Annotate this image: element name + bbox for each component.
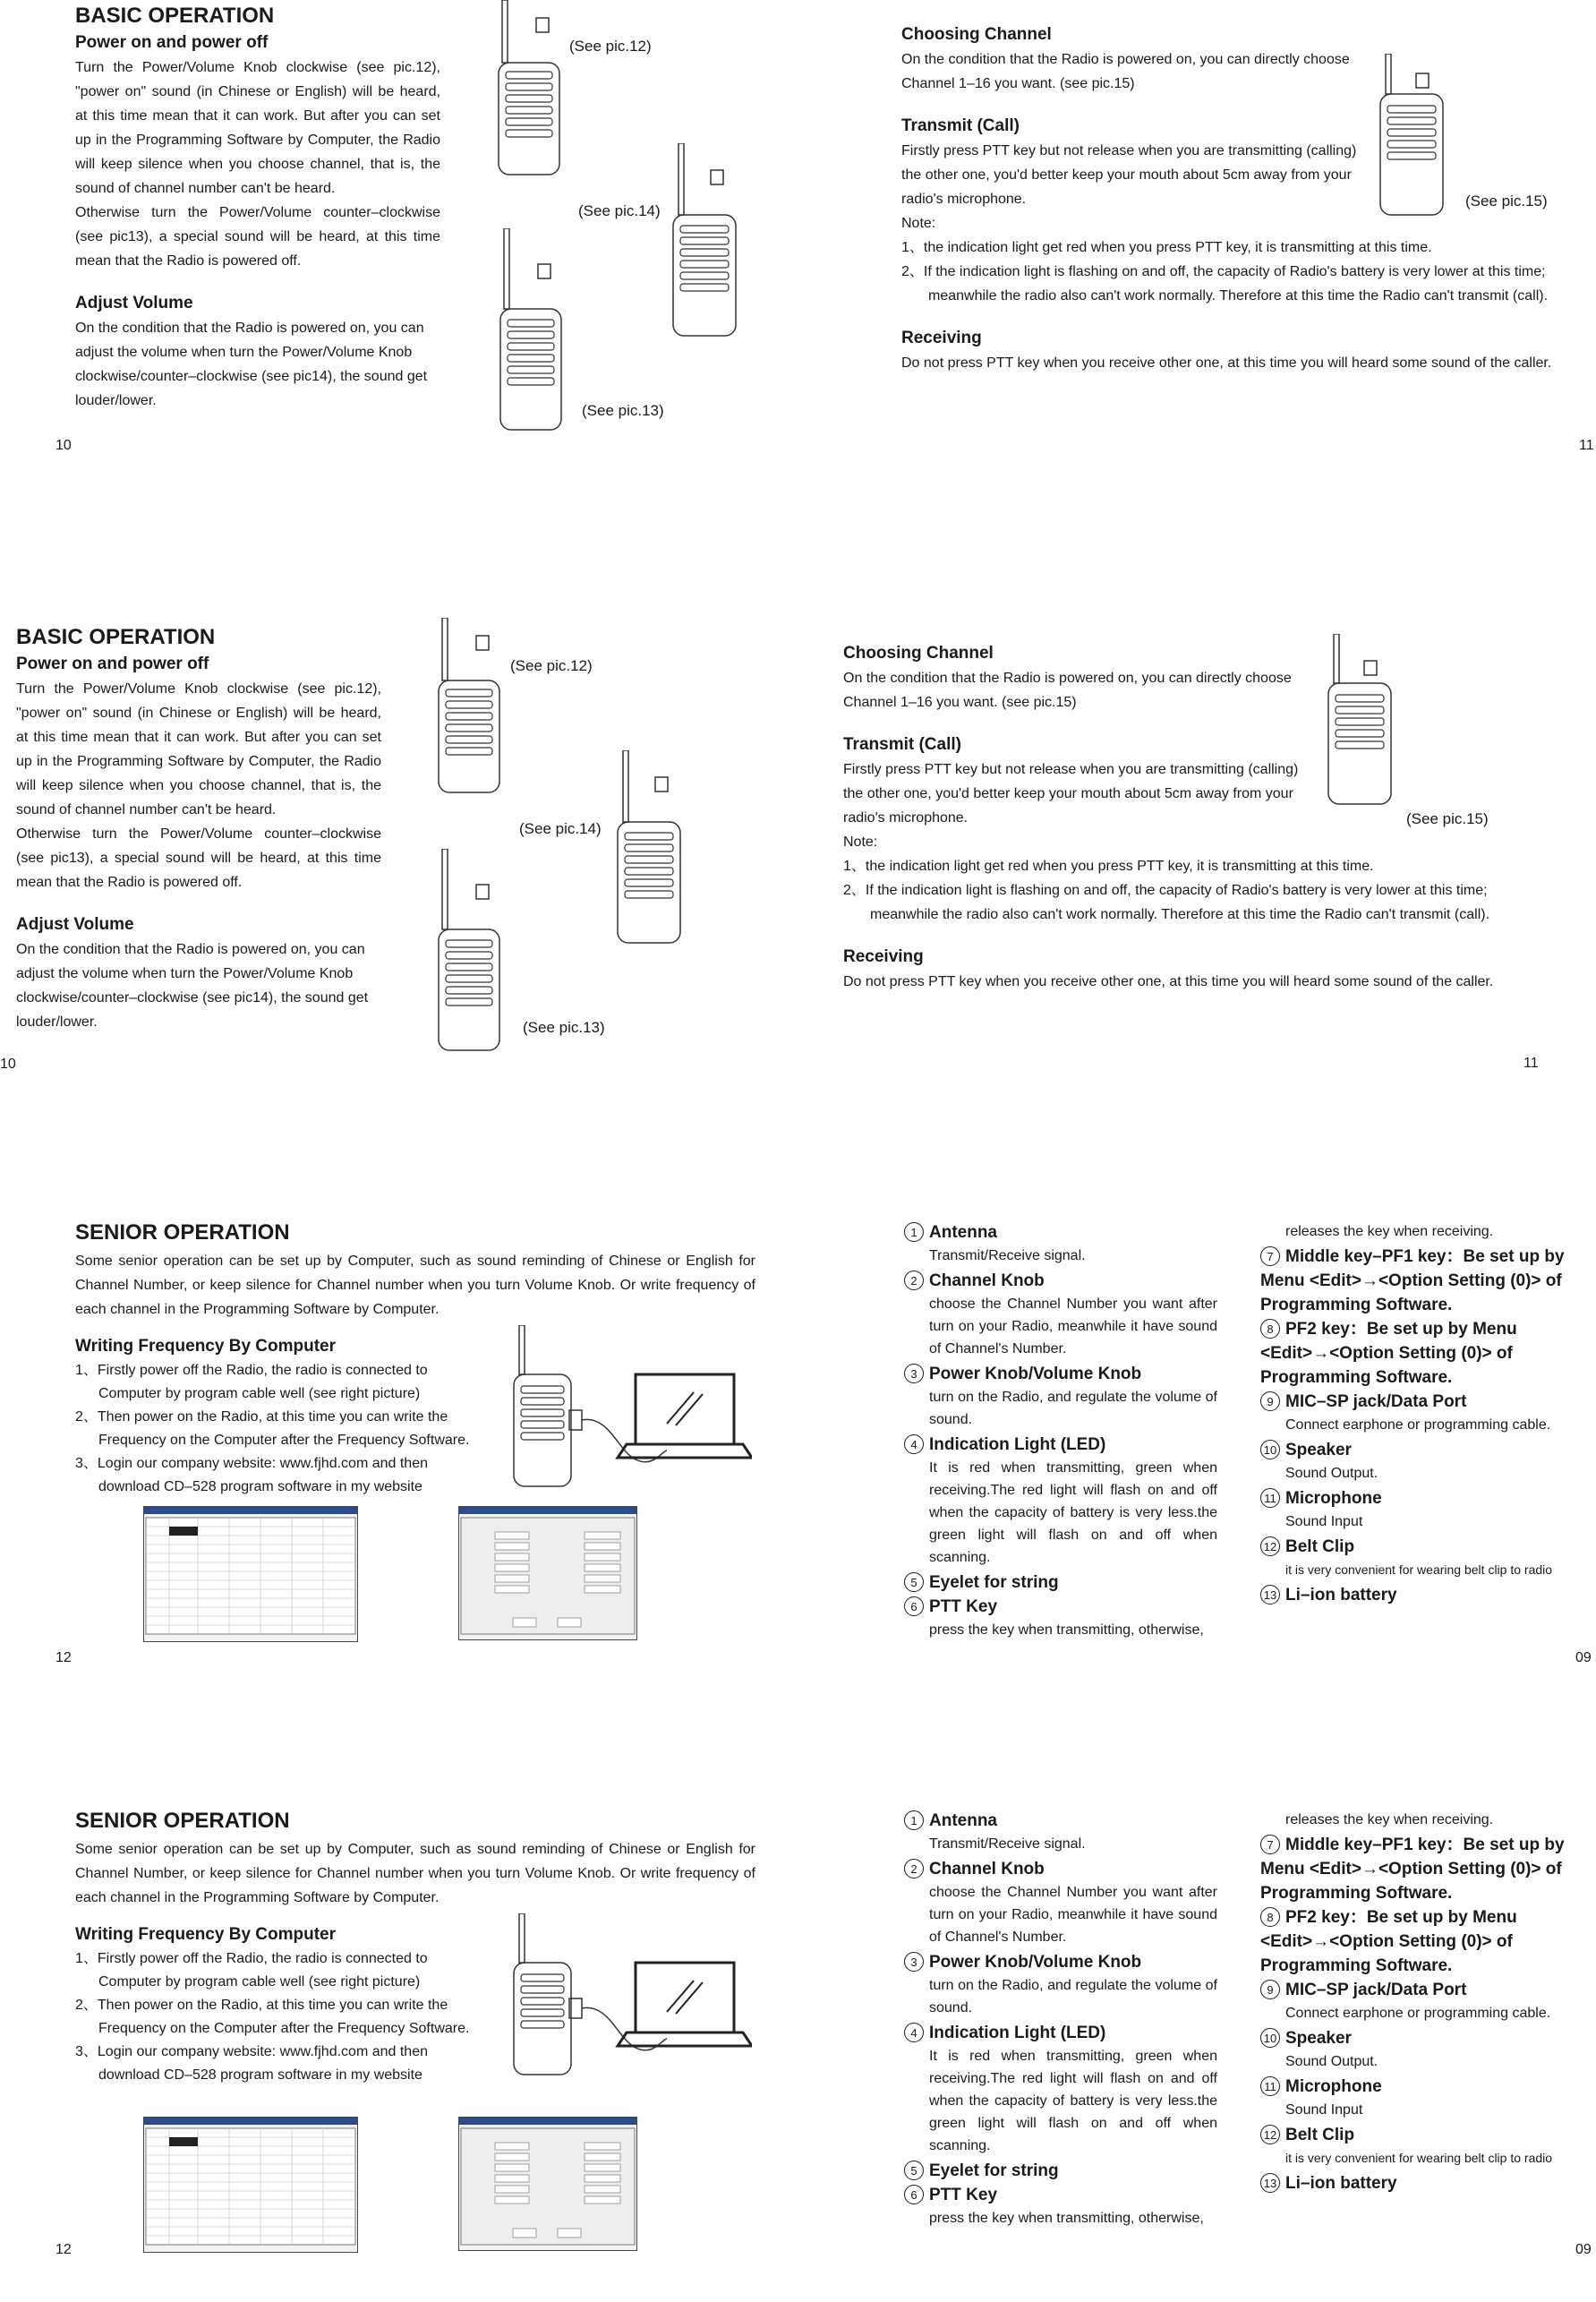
component-led	[904, 1433, 1217, 1569]
radio-illustration	[614, 750, 686, 947]
step-item: 2、Then power on the Radio, at this time you can write the Frequency on the Computer after the Frequency Software.	[75, 1409, 470, 1448]
page-number-left: 12	[55, 2242, 72, 2257]
transmit-title: Transmit (Call)	[843, 735, 961, 754]
step-item: 2、Then power on the Radio, at this time you can write the Frequency on the Computer after the Frequency Software.	[75, 1998, 470, 2036]
component-pf1-key	[1260, 1833, 1581, 1905]
basic-left-column	[16, 625, 381, 1034]
component-mic-sp-jack	[1260, 1978, 1581, 2024]
page-number-left: 12	[55, 1650, 72, 1665]
transmit-text: Firstly press PTT key but not release when you are transmitting (calling) the other one, you'd better keep your mouth about 5cm away from your radio's microphone.	[901, 143, 1357, 207]
component-pf2-key	[1260, 1905, 1581, 1978]
note-item: 1、the indication light get red when you press PTT key, it is transmitting at this time.	[843, 859, 1374, 874]
component-desc: it is very convenient for wearing belt clip to radio	[1285, 2151, 1553, 2165]
component-title: Channel Knob	[929, 1271, 1045, 1290]
page-number-right: 09	[1575, 2242, 1592, 2257]
number-badge: 1	[904, 1810, 924, 1830]
channel-text: On the condition that the Radio is powered on, you can directly choose Channel 1–16 you want. (see pic.15)	[843, 671, 1292, 710]
component-title: Indication Light (LED)	[929, 1435, 1106, 1454]
receiving-title: Receiving	[901, 329, 982, 347]
option-dialog-screenshot	[458, 2117, 637, 2251]
component-title: PF2 key：Be set up by Menu <Edit>→<Option Setting (0)> of Programming Software.	[1260, 1908, 1517, 1975]
section-title: BASIC OPERATION	[16, 625, 216, 649]
section-title: SENIOR OPERATION	[75, 1809, 290, 1833]
writing-title: Writing Frequency By Computer	[75, 1925, 337, 1944]
components-right-column	[1260, 1809, 1581, 2195]
receiving-text: Do not press PTT key when you receive other one, at this time you will heard some sound of the caller.	[901, 355, 1552, 371]
number-badge: 1	[904, 1222, 924, 1242]
component-channel-knob	[904, 1857, 1217, 1948]
number-badge: 5	[904, 2161, 924, 2180]
channel-title: Choosing Channel	[843, 644, 994, 663]
pic15-label: (See pic.15)	[1465, 193, 1548, 210]
component-title: MIC–SP jack/Data Port	[1285, 1981, 1467, 1999]
radio-illustration	[670, 143, 741, 340]
component-pf1-key	[1260, 1245, 1581, 1317]
page-number-left: 10	[55, 438, 72, 453]
component-desc: Connect earphone or programming cable.	[1285, 1417, 1551, 1433]
component-desc-continued: releases the key when receiving.	[1285, 1224, 1494, 1239]
receiving-title: Receiving	[843, 947, 924, 966]
component-eyelet	[904, 1570, 1217, 1595]
radio-cable-laptop-illustration	[510, 1913, 752, 2092]
number-badge: 6	[904, 1596, 924, 1616]
transmit-title: Transmit (Call)	[901, 116, 1020, 135]
number-badge: 9	[1260, 1980, 1280, 1999]
component-title: Middle key–PF1 key：Be set up by Menu <Edit>→<Option Setting (0)> of Programming Software.	[1260, 1247, 1565, 1314]
number-badge: 13	[1260, 1585, 1280, 1605]
components-right-column	[1260, 1220, 1581, 1607]
component-title: Microphone	[1285, 1489, 1382, 1508]
component-desc: Sound Input	[1285, 2102, 1363, 2118]
page-number-left: 10	[0, 1057, 16, 1072]
radio-illustration	[495, 0, 567, 179]
number-badge: 3	[904, 1364, 924, 1383]
component-battery	[1260, 2171, 1581, 2195]
component-title: Eyelet for string	[929, 1573, 1059, 1592]
component-title: PTT Key	[929, 2186, 998, 2204]
component-title: Eyelet for string	[929, 2161, 1059, 2180]
power-title: Power on and power off	[16, 655, 209, 673]
option-dialog-screenshot	[458, 1506, 637, 1640]
pic14-label: (See pic.14)	[519, 820, 602, 837]
pic13-label: (See pic.13)	[582, 402, 664, 419]
radio-illustration	[1377, 54, 1448, 224]
component-pf2-key	[1260, 1317, 1581, 1390]
component-title: PF2 key：Be set up by Menu <Edit>→<Option Setting (0)> of Programming Software.	[1260, 1320, 1517, 1387]
component-desc: Connect earphone or programming cable.	[1285, 2006, 1551, 2021]
pic12-label: (See pic.12)	[510, 657, 593, 674]
component-title: PTT Key	[929, 1597, 998, 1616]
number-badge: 5	[904, 1572, 924, 1592]
component-belt-clip	[1260, 2123, 1581, 2169]
power-text: Turn the Power/Volume Knob clockwise (see pic.12), "power on" sound (in Chinese or English) will be heard, at this time mean that it can work. But after you can set up in the Programming Software by Computer, the Radio will keep silence when you choose channel, that is, the sound of channel number can't be heard.	[16, 681, 381, 817]
component-desc: It is red when transmitting, green when receiving.The red light will flash on and off when the capacity of battery is very less.the green light will flash on and off when scanning.	[929, 1460, 1217, 1565]
component-desc: turn on the Radio, and regulate the volume of sound.	[929, 1390, 1217, 1427]
channel-text: On the condition that the Radio is powered on, you can directly choose Channel 1–16 you want. (see pic.15)	[901, 52, 1350, 91]
note-label: Note:	[843, 834, 878, 850]
basic-left-column	[75, 4, 440, 413]
number-badge: 12	[1260, 1536, 1280, 1556]
power-off-text: Otherwise turn the Power/Volume counter–clockwise (see pic13), a special sound will be heard, at this time mean that the Radio is powered off.	[16, 826, 381, 890]
note-item: 2、If the indication light is flashing on and off, the capacity of Radio's battery is very lower at this time; meanwhile the radio also can't work normally. Therefore at this time the Radio can't transmit (call).	[901, 264, 1549, 304]
component-antenna	[904, 1220, 1217, 1267]
components-left-column	[904, 1809, 1217, 2231]
component-desc: Sound Input	[1285, 1514, 1363, 1529]
component-desc: press the key when transmitting, otherwise,	[929, 1622, 1204, 1638]
component-title: Belt Clip	[1285, 1537, 1355, 1556]
component-desc-continued: releases the key when receiving.	[1285, 1812, 1494, 1827]
component-desc: choose the Channel Number you want after turn on your Radio, meanwhile it have sound of Channel's Number.	[929, 1885, 1217, 1945]
page-number-right: 11	[1579, 438, 1594, 453]
component-title: Channel Knob	[929, 1860, 1045, 1878]
section-title: SENIOR OPERATION	[75, 1220, 290, 1245]
sheet-basic-1	[0, 0, 1596, 453]
component-desc: Sound Output.	[1285, 2054, 1378, 2069]
number-badge: 7	[1260, 1246, 1280, 1266]
component-title: Microphone	[1285, 2077, 1382, 2096]
radio-illustration	[435, 618, 507, 797]
component-title: Antenna	[929, 1223, 997, 1242]
component-title: Antenna	[929, 1811, 997, 1830]
radio-illustration	[1325, 634, 1396, 813]
number-badge: 8	[1260, 1319, 1280, 1339]
component-belt-clip	[1260, 1535, 1581, 1581]
component-microphone	[1260, 2075, 1581, 2121]
pic15-label: (See pic.15)	[1406, 810, 1489, 827]
sheet-senior-1	[0, 1213, 1596, 1679]
component-desc: choose the Channel Number you want after turn on your Radio, meanwhile it have sound of Channel's Number.	[929, 1296, 1217, 1356]
component-title: Belt Clip	[1285, 2126, 1355, 2144]
component-title: Power Knob/Volume Knob	[929, 1365, 1142, 1383]
component-power-knob	[904, 1362, 1217, 1431]
component-battery	[1260, 1583, 1581, 1607]
pic14-label: (See pic.14)	[578, 202, 661, 219]
volume-title: Adjust Volume	[16, 915, 134, 934]
component-desc: press the key when transmitting, otherwise,	[929, 2211, 1204, 2226]
component-antenna	[904, 1809, 1217, 1855]
number-badge: 8	[1260, 1907, 1280, 1927]
component-eyelet	[904, 2159, 1217, 2183]
sheet-basic-2	[0, 618, 1596, 1083]
component-title: Indication Light (LED)	[929, 2024, 1106, 2042]
section-title: BASIC OPERATION	[75, 4, 275, 28]
note-item: 1、the indication light get red when you press PTT key, it is transmitting at this time.	[901, 240, 1432, 255]
component-led	[904, 2021, 1217, 2157]
number-badge: 10	[1260, 2028, 1280, 2048]
component-title: Middle key–PF1 key：Be set up by Menu <Edit>→<Option Setting (0)> of Programming Software.	[1260, 1836, 1565, 1903]
software-screenshot	[143, 2117, 358, 2253]
writing-title: Writing Frequency By Computer	[75, 1337, 337, 1356]
component-power-knob	[904, 1950, 1217, 2019]
step-item: 1、Firstly power off the Radio, the radio is connected to Computer by program cable well (see right picture)	[75, 1951, 428, 1990]
number-badge: 11	[1260, 1488, 1280, 1508]
step-item: 3、Login our company website: www.fjhd.com and then download CD–528 program software in my website	[75, 2044, 428, 2083]
component-speaker	[1260, 2026, 1581, 2073]
component-desc: Transmit/Receive signal.	[929, 1248, 1086, 1263]
number-badge: 9	[1260, 1391, 1280, 1411]
receiving-text: Do not press PTT key when you receive other one, at this time you will heard some sound of the caller.	[843, 974, 1494, 989]
number-badge: 6	[904, 2185, 924, 2204]
step-item: 3、Login our company website: www.fjhd.com and then download CD–528 program software in my website	[75, 1456, 428, 1494]
component-title: Power Knob/Volume Knob	[929, 1953, 1142, 1972]
component-title: MIC–SP jack/Data Port	[1285, 1392, 1467, 1411]
number-badge: 4	[904, 2023, 924, 2042]
power-off-text: Otherwise turn the Power/Volume counter–clockwise (see pic13), a special sound will be heard, at this time mean that the Radio is powered off.	[75, 205, 440, 269]
volume-title: Adjust Volume	[75, 294, 193, 312]
component-desc: it is very convenient for wearing belt clip to radio	[1285, 1562, 1553, 1577]
component-microphone	[1260, 1486, 1581, 1533]
step-item: 1、Firstly power off the Radio, the radio is connected to Computer by program cable well (see right picture)	[75, 1363, 428, 1401]
page-number-right: 09	[1575, 1650, 1592, 1665]
channel-title: Choosing Channel	[901, 25, 1052, 44]
number-badge: 13	[1260, 2173, 1280, 2193]
radio-cable-laptop-illustration	[510, 1325, 752, 1504]
senior-intro: Some senior operation can be set up by Computer, such as sound reminding of Chinese or English for Channel Number, or keep silence for Channel number when you turn Volume Knob. Or write frequency of each channel in the Programming Software by Computer.	[75, 1842, 755, 1905]
component-ptt	[904, 2183, 1217, 2229]
radio-illustration	[435, 849, 507, 1055]
power-title: Power on and power off	[75, 33, 269, 52]
components-left-column	[904, 1220, 1217, 1643]
number-badge: 4	[904, 1434, 924, 1454]
component-title: Speaker	[1285, 2029, 1352, 2048]
number-badge: 10	[1260, 1440, 1280, 1459]
steps-list	[75, 1947, 491, 2087]
pic13-label: (See pic.13)	[523, 1019, 605, 1036]
component-desc: turn on the Radio, and regulate the volume of sound.	[929, 1978, 1217, 2015]
component-title: Li–ion battery	[1285, 1586, 1397, 1605]
page-number-right: 11	[1523, 1056, 1539, 1071]
number-badge: 12	[1260, 2125, 1280, 2144]
senior-intro: Some senior operation can be set up by Computer, such as sound reminding of Chinese or English for Channel Number, or keep silence for Channel number when you turn Volume Knob. Or write frequency of each channel in the Programming Software by Computer.	[75, 1254, 755, 1317]
pic12-label: (See pic.12)	[569, 38, 652, 55]
steps-list	[75, 1359, 491, 1499]
component-speaker	[1260, 1438, 1581, 1485]
component-channel-knob	[904, 1269, 1217, 1360]
number-badge: 7	[1260, 1835, 1280, 1854]
component-title: Li–ion battery	[1285, 2174, 1397, 2193]
component-desc: It is red when transmitting, green when receiving.The red light will flash on and off when the capacity of battery is very less.the green light will flash on and off when scanning.	[929, 2049, 1217, 2153]
power-text: Turn the Power/Volume Knob clockwise (see pic.12), "power on" sound (in Chinese or English) will be heard, at this time mean that it can work. But after you can set up in the Programming Software by Computer, the Radio will keep silence when you choose channel, that is, the sound of channel number can't be heard.	[75, 60, 440, 196]
note-item: 2、If the indication light is flashing on and off, the capacity of Radio's battery is very lower at this time; meanwhile the radio also can't work normally. Therefore at this time the Radio can't transmit (call).	[843, 883, 1490, 922]
volume-text: On the condition that the Radio is powered on, you can adjust the volume when turn the Power/Volume Knob clockwise/counter–clockwise (see pic14), the sound get louder/lower.	[16, 942, 369, 1030]
component-title: Speaker	[1285, 1441, 1352, 1459]
number-badge: 11	[1260, 2076, 1280, 2096]
component-mic-sp-jack	[1260, 1390, 1581, 1436]
note-label: Note:	[901, 216, 936, 231]
number-badge: 2	[904, 1271, 924, 1290]
software-screenshot	[143, 1506, 358, 1642]
sheet-senior-2	[0, 1801, 1596, 2285]
component-ptt	[904, 1595, 1217, 1641]
component-desc: Sound Output.	[1285, 1466, 1378, 1481]
number-badge: 3	[904, 1952, 924, 1972]
component-desc: Transmit/Receive signal.	[929, 1836, 1086, 1852]
radio-illustration	[497, 228, 568, 434]
number-badge: 2	[904, 1859, 924, 1878]
transmit-text: Firstly press PTT key but not release when you are transmitting (calling) the other one, you'd better keep your mouth about 5cm away from your radio's microphone.	[843, 762, 1299, 826]
volume-text: On the condition that the Radio is powered on, you can adjust the volume when turn the Power/Volume Knob clockwise/counter–clockwise (see pic14), the sound get louder/lower.	[75, 321, 428, 408]
